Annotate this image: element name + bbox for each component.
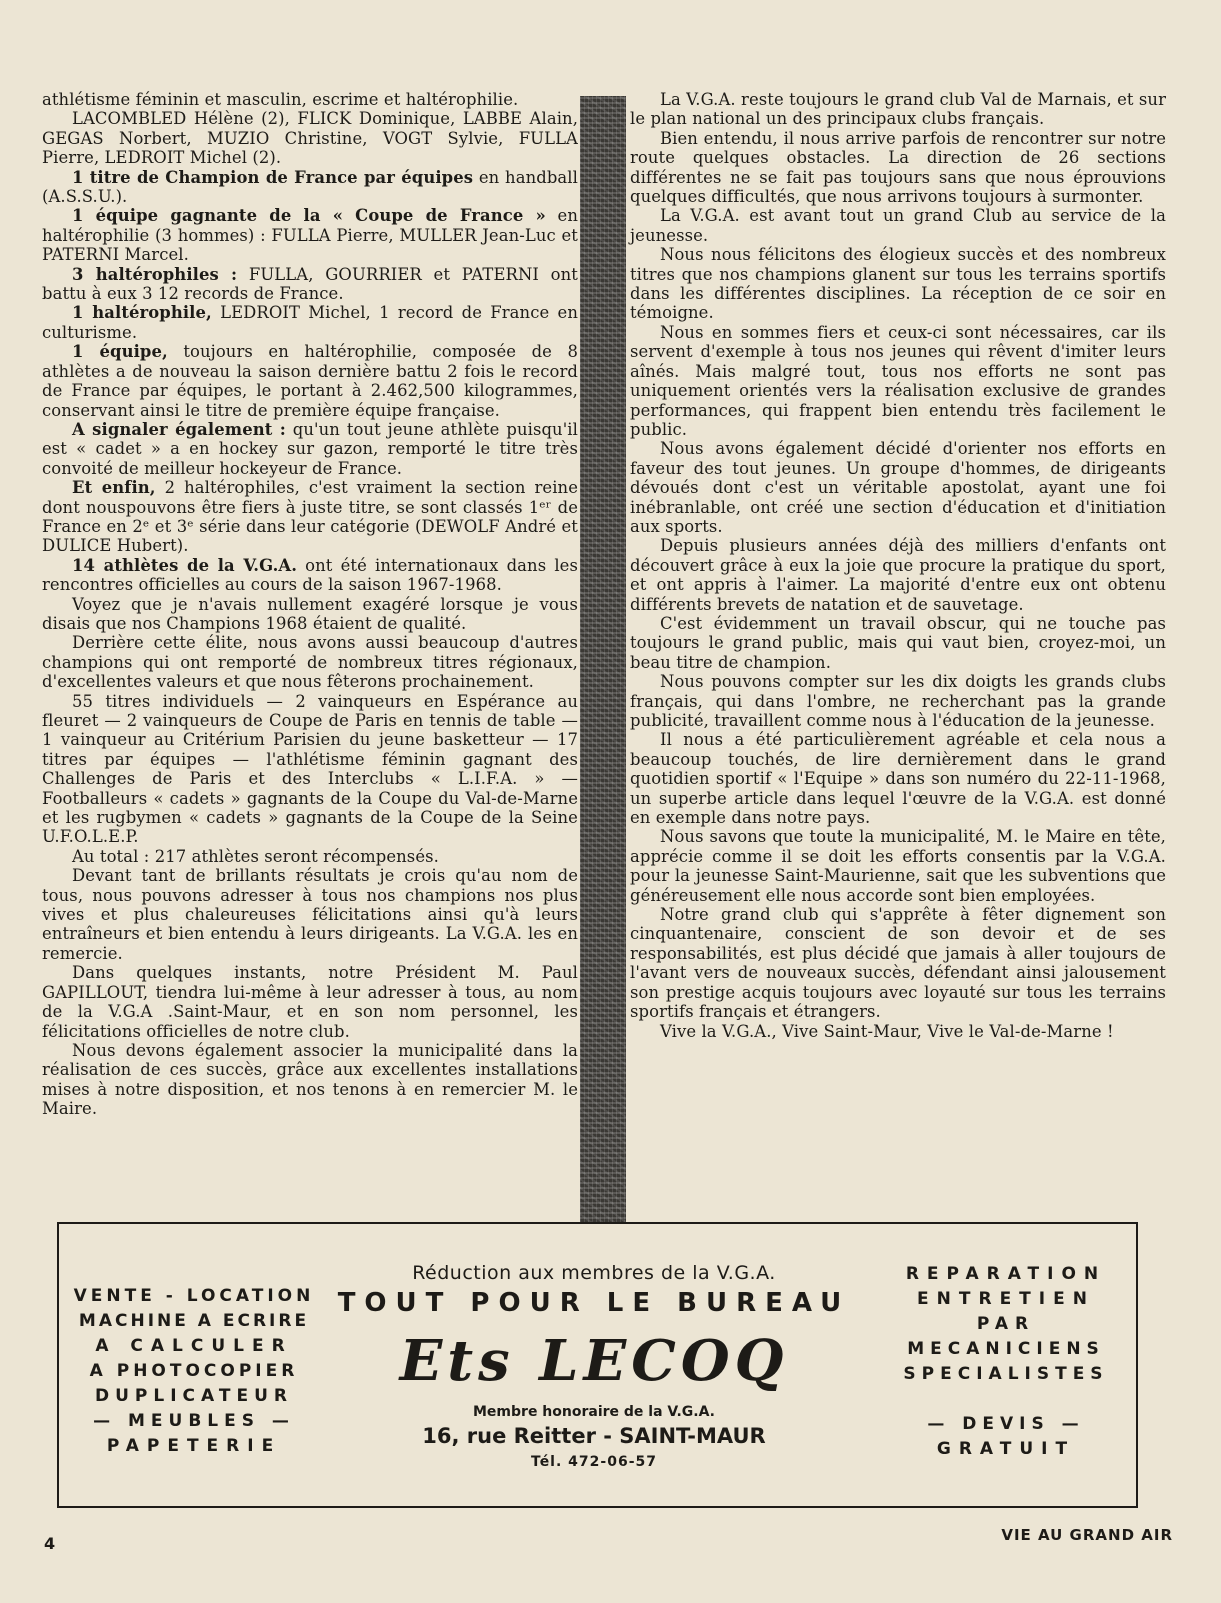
article-paragraph [42, 420, 578, 478]
article-paragraph [42, 847, 578, 866]
paragraph-text: Vive la V.G.A., Vive Saint-Maur, Vive le Val-de-Marne ! [660, 1021, 1114, 1041]
ad-telephone: Tél. 472-06-57 [531, 1454, 657, 1470]
article-paragraph [42, 168, 578, 207]
paragraph-lead: A signaler également : [72, 419, 286, 439]
article-paragraph [42, 556, 578, 595]
paragraph-text: Nous devons également associer la municipalité dans la réalisation de ces succès, grâce aux excellentes installations mises à notre disposition, et nos tenons à en remercier M. le Maire. [42, 1040, 578, 1119]
ad-right-line: PAR [976, 1314, 1036, 1334]
paragraph-text: Dans quelques instants, notre Président M. Paul GAPILLOUT, tiendra lui-même à leur adresser à tous, au nom de la V.G.A .Saint-Maur, et en son nom personnel, les félicitations officielles de notre club. [42, 963, 578, 1041]
paragraph-text: en handball (A.S.S.U.). [42, 167, 578, 207]
ad-membership: Membre honoraire de la V.G.A. [473, 1404, 715, 1420]
paragraph-text: qu'un tout jeune athlète puisqu'il est « cadet » a en hockey sur gazon, remporté le titre très convoité de meilleur hockeyeur de France. [42, 419, 578, 478]
article-paragraph [630, 730, 1166, 827]
ad-services-right [886, 1262, 1126, 1462]
ad-right-line: REPARATION [905, 1264, 1107, 1284]
paragraph-text: Bien entendu, il nous arrive parfois de rencontrer sur notre route quelques obstacles. La direction de 26 sections différentes ne se fait pas toujours sans que nous éprouvions quelques difficultés, que nous arrivons toujours à surmonter. [630, 128, 1166, 207]
paragraph-text: La V.G.A. est avant tout un grand Club au service de la jeunesse. [630, 206, 1166, 245]
article-paragraph [630, 827, 1166, 905]
ad-right-line: SPECIALISTES [903, 1364, 1109, 1384]
paragraph-lead: Et enfin, [72, 478, 156, 498]
article-paragraph [630, 905, 1166, 1021]
ad-right-line: GRATUIT [936, 1439, 1076, 1459]
article-paragraph [42, 633, 578, 691]
article-paragraph [42, 206, 578, 264]
article-paragraph [42, 866, 578, 963]
article-paragraph [630, 323, 1166, 439]
article-paragraph [42, 90, 578, 109]
ad-right-line: ENTRETIEN [917, 1289, 1095, 1309]
paragraph-text: Derrière cette élite, nous avons aussi beaucoup d'autres champions qui ont remporté de nombreux titres régionaux, d'excellentes valeurs et que nous fêterons prochainement. [42, 633, 578, 692]
paragraph-text: LACOMBLED Hélène (2), FLICK Dominique, LABBE Alain, GEGAS Norbert, MUZIO Christine, VOGT Sylvie, FULLA Pierre, LEDROIT Michel (2). [42, 109, 578, 168]
paragraph-text: Au total : 217 athlètes seront récompensés. [72, 846, 439, 866]
paragraph-lead: 1 équipe, [72, 342, 168, 362]
paragraph-text: Nous en sommes fiers et ceux-ci sont nécessaires, car ils servent d'exemple à tous nos jeunes qui rêvent d'imiter leurs aînés. Mais malgré tout, tous nos efforts ne sont pas uniquement orientés vers la réalisation exclusive de grandes performances, qui frappent bien entendu très facilement le public. [630, 322, 1166, 439]
ad-right-line: — DEVIS — [927, 1414, 1085, 1434]
paragraph-text: Nous pouvons compter sur les dix doigts les grands clubs français, qui dans l'ombre, ne recherchant pas la grande publicité, travaillent comme nous à l'éducation de la jeunesse. [630, 672, 1166, 730]
paragraph-text: Devant tant de brillants résultats je crois qu'au nom de tous, nous pouvons adresser à tous nos champions nos plus vives et plus chaleureuses félicitations ainsi qu'à leurs entraîneurs et bien entendu à leurs dirigeants. La V.G.A. les en remercie. [42, 866, 578, 963]
paragraph-text: Nous avons également décidé d'orienter nos efforts en faveur des tout jeunes. Un groupe d'hommes, de dirigeants dévoués dont c'est un véritable apostolat, ayant une foi inébranlable, ont créé une section d'éducation et d'initiation aux sports. [630, 439, 1166, 536]
ad-left-line: PAPETERIE [106, 1436, 282, 1456]
paragraph-text: Nous nous félicitons des élogieux succès et des nombreux titres que nos champions glanent sur tous les terrains sportifs dans les différentes disciplines. La réception de ce soir en témoigne. [630, 245, 1166, 323]
paragraph-lead: 3 haltérophiles : [72, 264, 238, 284]
paragraph-text: 55 titres individuels — 2 vainqueurs en Espérance au fleuret — 2 vainqueurs de Coupe de Paris en tennis de table — 1 vainqueur au Critérium Parisien du jeune basketteur — 17 titres par équipes — l'athlétisme féminin gagnant des Challenges de Paris et des Interclubs « L.I.F.A. » — Footballeurs « cadets » gagnants de la Coupe du Val-de-Marne et les rugbymen « cadets » gagnants de la Coupe de la Seine U.F.O.L.E.P. [42, 691, 578, 847]
paragraph-text: en haltérophilie (3 hommes) : FULLA Pierre, MULLER Jean-Luc et PATERNI Marcel. [42, 206, 578, 265]
article-paragraph [42, 1041, 578, 1119]
article-right-column [630, 90, 1166, 1041]
paragraph-text: toujours en haltérophilie, composée de 8 athlètes a de nouveau la saison dernière battu 2 fois le record de France par équipes, le portant à 2.462,500 kilogrammes, conservant ainsi le titre de première équipe française. [42, 342, 579, 420]
page-number: 4 [44, 1534, 56, 1553]
article-paragraph [630, 129, 1166, 207]
paragraph-text: 2 haltérophiles, c'est vraiment la section reine dont nouspouvons être fiers à juste titre, se sont classés 1ᵉʳ de France en 2ᵉ et 3ᵉ série dans leur catégorie (DEWOLF André et DULICE Hubert). [42, 478, 578, 556]
article-paragraph [630, 614, 1166, 672]
ad-right-line: MECANICIENS [907, 1339, 1105, 1359]
paragraph-text: athlétisme féminin et masculin, escrime et haltérophilie. [42, 90, 519, 109]
article-paragraph [42, 303, 578, 342]
ad-left-line: A CALCULER [95, 1336, 293, 1356]
ad-reduction: Réduction aux membres de la V.G.A. [412, 1262, 776, 1284]
article-paragraph [630, 90, 1166, 129]
ad-left-line: VENTE - LOCATION [73, 1286, 315, 1306]
article-paragraph [630, 672, 1166, 730]
advertisement-lecoq [57, 1222, 1138, 1508]
article-paragraph [42, 342, 578, 420]
paragraph-lead: 14 athlètes de la V.G.A. [72, 555, 298, 575]
ad-left-line: MACHINE A ECRIRE [78, 1311, 310, 1331]
ad-brand-name: Ets LECOQ [399, 1328, 789, 1394]
ad-left-line: A PHOTOCOPIER [89, 1361, 299, 1381]
ad-services-left [69, 1284, 319, 1459]
article-paragraph [630, 1022, 1166, 1041]
article-paragraph [42, 595, 578, 634]
article-paragraph [42, 109, 578, 167]
article-paragraph [42, 478, 578, 556]
article-paragraph [42, 692, 578, 847]
paragraph-lead: 1 haltérophile, [72, 303, 212, 323]
ad-address: 16, rue Reitter - SAINT-MAUR [422, 1424, 766, 1448]
paragraph-text: LEDROIT Michel, 1 record de France en culturisme. [42, 303, 578, 342]
article-paragraph [42, 265, 578, 304]
paragraph-text: ont été internationaux dans les rencontres officielles au cours de la saison 1967-1968. [42, 555, 578, 595]
paragraph-text: C'est évidemment un travail obscur, qui ne touche pas toujours le grand public, mais qui vaut bien, croyez-moi, un beau titre de champion. [630, 613, 1166, 672]
article-paragraph [630, 245, 1166, 323]
ad-right-spacer [886, 1387, 1126, 1412]
paragraph-text: Notre grand club qui s'apprête à fêter dignement son cinquantenaire, conscient de son devoir et de ses responsabilités, est plus décidé que jamais à aller toujours de l'avant vers de nouveaux succès, défendant ainsi jalousement son prestige acquis toujours avec loyauté sur tous les terrains sportifs français et étrangers. [630, 905, 1166, 1022]
ad-left-line: — MEUBLES — [93, 1411, 295, 1431]
article-paragraph [630, 536, 1166, 614]
paragraph-text: La V.G.A. reste toujours le grand club Val de Marnais, et sur le plan national un des principaux clubs français. [630, 90, 1166, 129]
article-paragraph [42, 963, 578, 1041]
paragraph-text: Voyez que je n'avais nullement exagéré lorsque je vous disais que nos Champions 1968 étaient de qualité. [42, 594, 578, 633]
magazine-title: VIE AU GRAND AIR [1001, 1526, 1173, 1544]
paragraph-lead: 1 équipe gagnante de la « Coupe de France » [72, 206, 546, 226]
paragraph-lead: 1 titre de Champion de France par équipes [72, 167, 474, 187]
ad-left-line: DUPLICATEUR [95, 1386, 293, 1406]
paragraph-text: Nous savons que toute la municipalité, M. le Maire en tête, apprécie comme il se doit les efforts consentis par la V.G.A. pour la jeunesse Saint-Maurienne, sait que les subventions que généreusement elle nous accorde sont bien employées. [630, 827, 1166, 905]
article-paragraph [630, 206, 1166, 245]
column-divider-texture [580, 96, 626, 1224]
paragraph-text: FULLA, GOURRIER et PATERNI ont battu à eux 3 12 records de France. [42, 264, 578, 304]
article-paragraph [630, 439, 1166, 536]
ad-headline: TOUT POUR LE BUREAU [337, 1288, 851, 1318]
paragraph-text: Depuis plusieurs années déjà des milliers d'enfants ont découvert grâce à eux la joie que procure la pratique du sport, et ont appris à l'aimer. La majorité d'entre eux ont obtenu différents brevets de natation et de sauvetage. [630, 536, 1166, 614]
article-left-column [42, 90, 578, 1119]
paragraph-text: Il nous a été particulièrement agréable et cela nous a beaucoup touchés, de lire dernièrement dans le grand quotidien sportif « l'Equipe » dans son numéro du 22-11-1968, un superbe article dans lequel l'œuvre de la V.G.A. est donné en exemple dans notre pays. [630, 730, 1166, 828]
